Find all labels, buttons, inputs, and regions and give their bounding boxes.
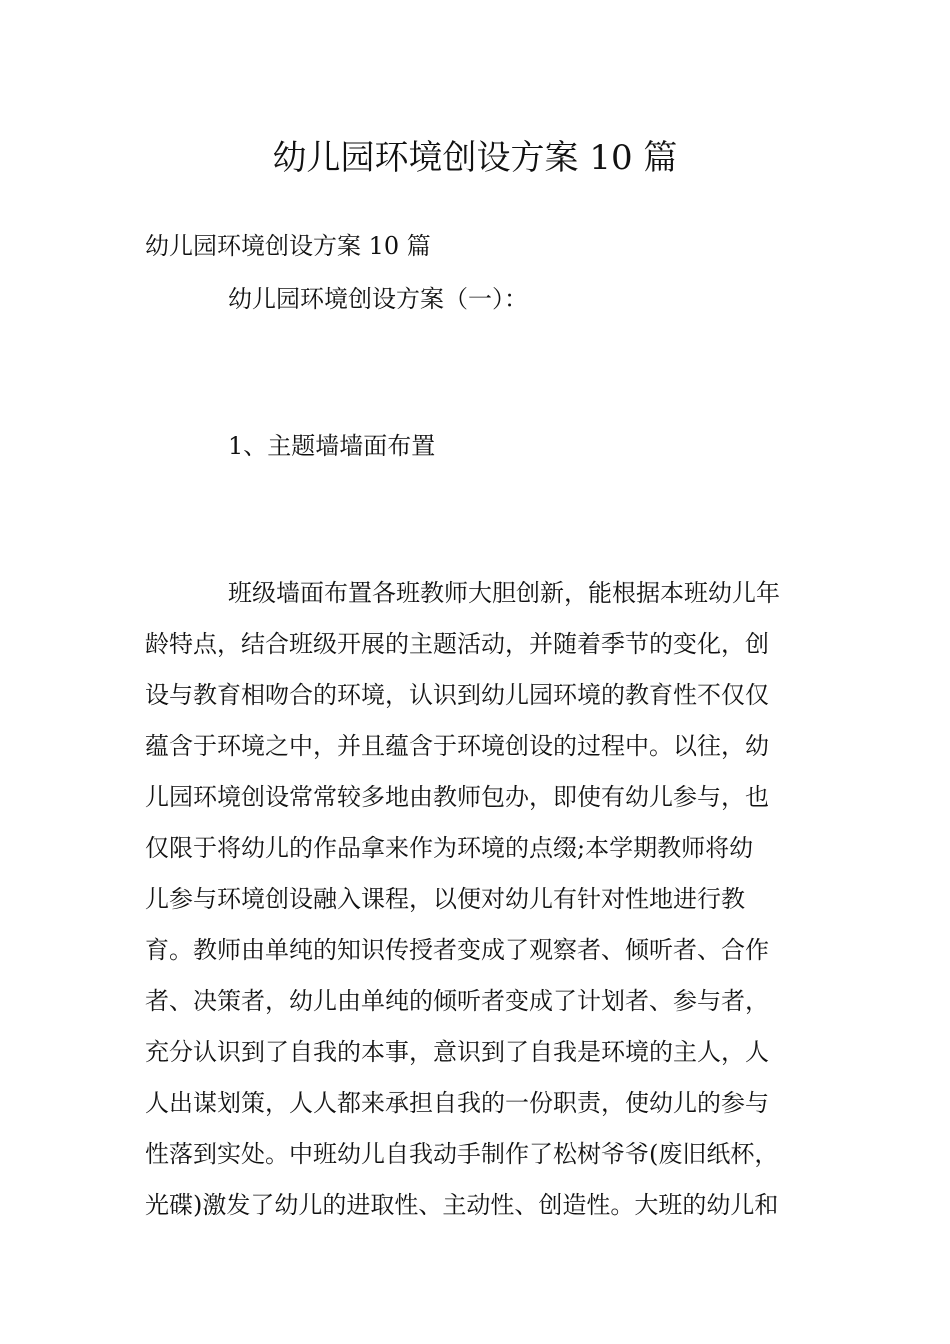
document-title: 幼儿园环境创设方案 10 篇 (272, 138, 678, 178)
paragraph-line: 设与教育相吻合的环境，认识到幼儿园环境的教育性不仅仅 (145, 681, 769, 709)
item-heading: 1、主题墙墙面布置 (228, 432, 436, 460)
paragraph-line: 育。教师由单纯的知识传授者变成了观察者、倾听者、合作 (145, 936, 769, 964)
paragraph-line: 仅限于将幼儿的作品拿来作为环境的点缀;本学期教师将幼 (145, 834, 754, 862)
paragraph-line: 充分认识到了自我的本事，意识到了自我是环境的主人，人 (145, 1038, 769, 1066)
paragraph-line: 儿园环境创设常常较多地由教师包办，即使有幼儿参与，也 (145, 783, 769, 811)
paragraph-line: 性落到实处。中班幼儿自我动手制作了松树爷爷(废旧纸杯， (145, 1140, 779, 1168)
paragraph-line: 儿参与环境创设融入课程，以便对幼儿有针对性地进行教 (145, 885, 745, 913)
paragraph-line: 人出谋划策，人人都来承担自我的一份职责，使幼儿的参与 (145, 1089, 769, 1117)
paragraph-line: 蕴含于环境之中，并且蕴含于环境创设的过程中。以往，幼 (145, 732, 769, 760)
section-heading: 幼儿园环境创设方案（一）： (228, 285, 528, 313)
paragraph-line: 班级墙面布置各班教师大胆创新，能根据本班幼儿年 (228, 579, 780, 607)
document-subtitle: 幼儿园环境创设方案 10 篇 (145, 232, 431, 260)
paragraph-line: 者、决策者，幼儿由单纯的倾听者变成了计划者、参与者， (145, 987, 769, 1015)
paragraph-line: 龄特点，结合班级开展的主题活动，并随着季节的变化，创 (145, 630, 769, 658)
paragraph-line: 光碟)激发了幼儿的进取性、主动性、创造性。大班的幼儿和 (145, 1191, 779, 1219)
